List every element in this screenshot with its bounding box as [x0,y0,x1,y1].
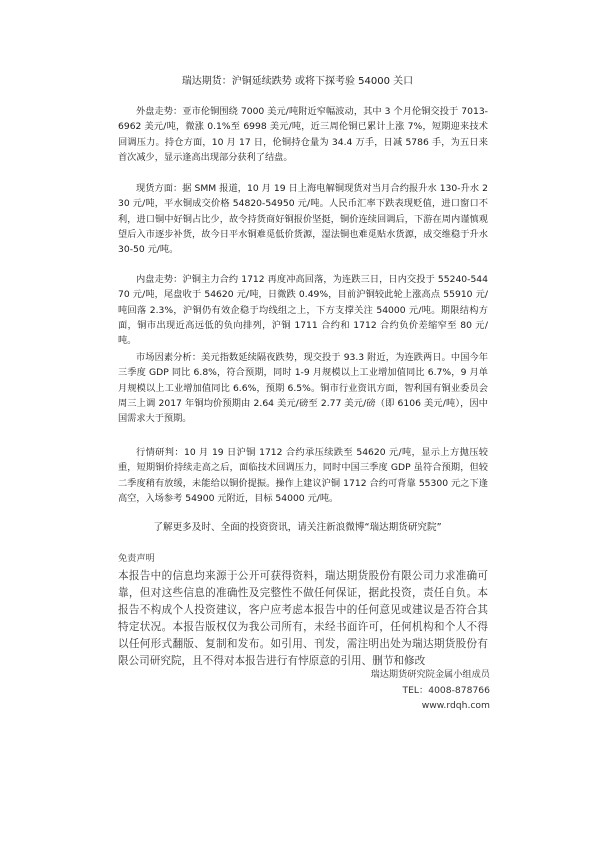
disclaimer-body: 本报告中的信息均来源于公开可获得资料，瑞达期货股份有限公司力求准确可靠，但对这些信息的准确性及完整性不做任何保证，据此投资，责任自负。本报告不构成个人投资建议，客户应考虑本报告中的任何意见或建议是否符合其特定状况。本报告版权仅为我公司所有，未经书面许可，任何机构和个人不得以任何形式翻版、复制和发布。如引用、刊发，需注明出处为瑞达期货股份有限公司研究院，且不得对本报告进行有悖原意的引用、删节和修改 [118,570,488,667]
signature-website: www.rdqh.com [421,700,490,711]
signature-tel: TEL：4008-878766 [402,685,490,696]
paragraph-overseas-market: 外盘走势：亚市伦铜围绕 7000 美元/吨附近窄幅波动，其中 3 个月伦铜交投于 7013-6962 美元/吨，微涨 0.1%至 6998 美元/吨，近三周伦铜已累计上涨 7%，短期迎来技术回调压力。持仓方面，10 月 17 日，伦铜持仓量为 34.4 万手，日减 5786 手，为五日来首次减少，显示逢高出现部分获利了结盘。 [118,106,488,163]
paragraph-spot-market: 现货方面：据 SMM 报道，10 月 19 日上海电解铜现货对当月合约报升水 130-升水 230 元/吨，平水铜成交价格 54820-54950 元/吨。人民币汇率下跌表现贬值，进口窗口不利，进口铜中好铜占比少，故令持货商好铜报价坚挺，铜价连续回调后，下游在周内谨慎观望后入市逐步补货，故今日平水铜难觅低价货源，湿法铜也难觅贴水货源，成交维稳于升水 30-50 元/吨。 [118,183,488,256]
paragraph-outlook: 行情研判：10 月 19 日沪铜 1712 合约承压续跌至 54620 元/吨，显示上方抛压较重，短期铜价持续走高之后，面临技术回调压力，同时中国三季度 GDP 虽符合预期，但较二季度稍有放缓，未能给以铜价提振。操作上建议沪铜 1712 合约可背靠 55300 元之下逢高空，入场参考 54900 元附近，目标 54000 元/吨。 [118,447,488,504]
follow-note: 了解更多及时、全面的投资资讯，请关注新浪微博“瑞达期货研究院” [153,522,442,533]
disclaimer-title: 免责声明 [118,553,155,564]
document-title: 瑞达期货：沪铜延续跌势 或将下探考验 54000 关口 [181,76,414,87]
signature-team: 瑞达期货研究院金属小组成员 [370,669,490,680]
paragraph-domestic-market: 内盘走势：沪铜主力合约 1712 再度冲高回落，为连跌三日，日内交投于 55240-54470 元/吨，尾盘收于 54620 元/吨，日微跌 0.49%，目前沪铜较此轮上涨高点 55910 元/吨回落 2.3%，沪铜仍有效企稳于均线组之上，下方支撑关注 54000 元/吨。期限结构方面，铜市出现近高远低的负向排列，沪铜 1711 合约和 1712 合约负价差缩窄至 80 元/吨。 [118,274,488,347]
paragraph-market-factors: 市场因素分析：美元指数延续隔夜跌势，现交投于 93.3 附近，为连跌两日。中国今年三季度 GDP 同比 6.8%，符合预期，同时 1-9 月规模以上工业增加值同比 6.7%，9 月单月规模以上工业增加值同比 6.6%，预期 6.5%。铜市行业资讯方面，智利国有铜业委员会周三上调 2017 年铜均价预期由 2.64 美元/磅至 2.77 美元/磅（即 6106 美元/吨），因中国需求大于预期。 [118,352,488,425]
